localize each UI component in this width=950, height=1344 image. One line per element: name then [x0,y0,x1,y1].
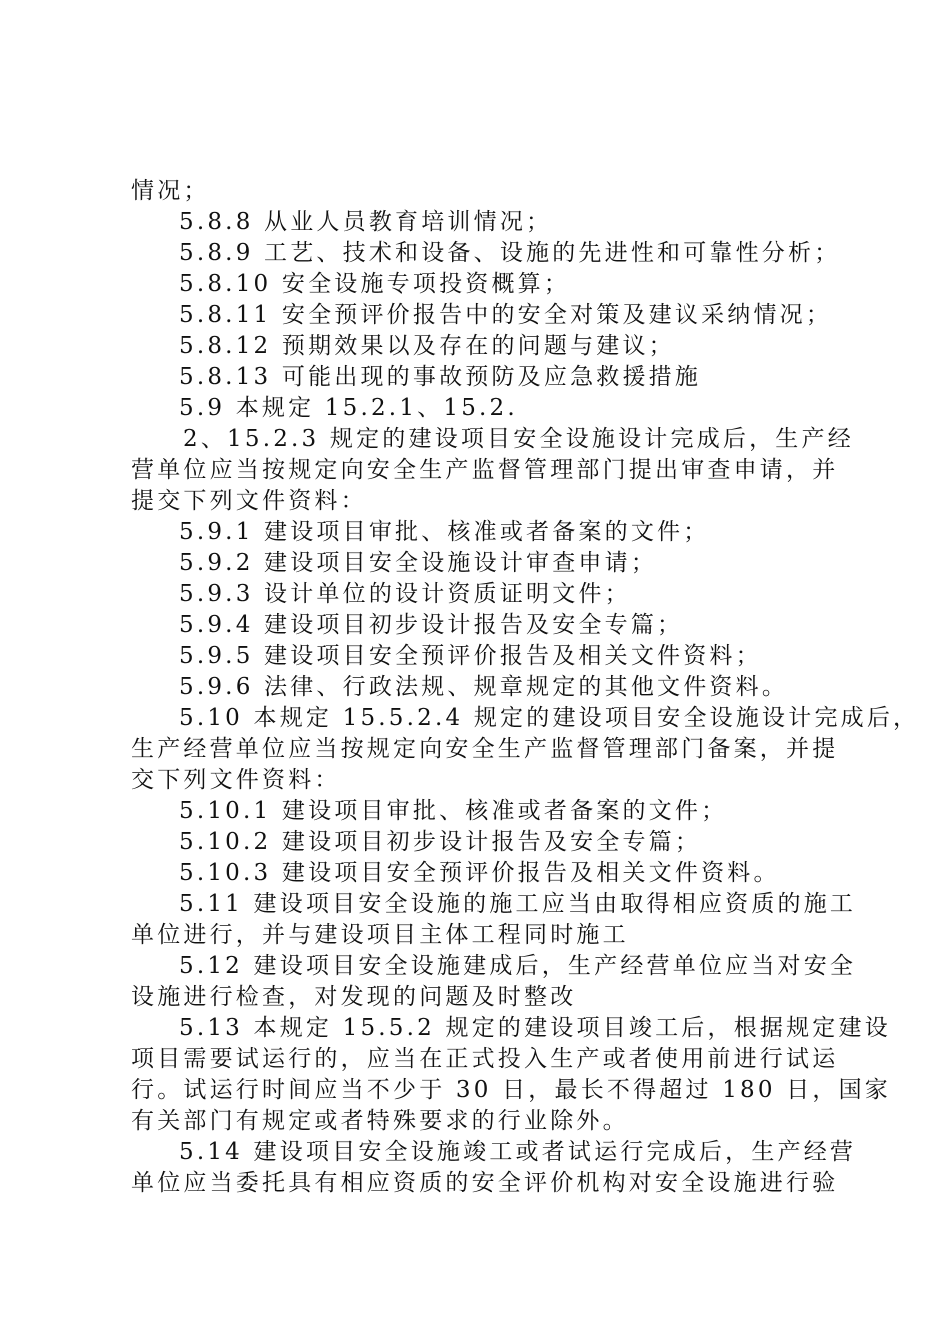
list-item: 5.10.3 建设项目安全预评价报告及相关文件资料。 [179,860,780,886]
paragraph-line: 项目需要试运行的，应当在正式投入生产或者使用前进行试运 [131,1046,839,1072]
list-item: 5.9.2 建设项目安全设施设计审查申请； [179,550,658,576]
list-item: 5.9.1 建设项目审批、核准或者备案的文件； [179,519,710,545]
paragraph-line: 有关部门有规定或者特殊要求的行业除外。 [131,1108,629,1134]
text-line: 情况； [131,178,210,204]
paragraph-line: 5.13 本规定 15.5.2 规定的建设项目竣工后，根据规定建设 [179,1015,891,1041]
paragraph-line: 单位进行，并与建设项目主体工程同时施工 [131,922,629,948]
list-item: 5.8.8 从业人员教育培训情况； [179,209,553,235]
paragraph-line: 营单位应当按规定向安全生产监督管理部门提出审查申请，并 [131,457,839,483]
paragraph-line: 单位应当委托具有相应资质的安全评价机构对安全设施进行验 [131,1170,839,1196]
paragraph-line: 5.14 建设项目安全设施竣工或者试运行完成后，生产经营 [179,1139,857,1165]
paragraph-line: 行。试运行时间应当不少于 30 日，最长不得超过 180 日，国家 [131,1077,892,1103]
paragraph-line: 5.11 建设项目安全设施的施工应当由取得相应资质的施工 [179,891,857,917]
paragraph-line: 生产经营单位应当按规定向安全生产监督管理部门备案，并提 [131,736,839,762]
paragraph-line: 设施进行检查，对发现的问题及时整改 [131,984,577,1010]
section-heading: 5.9 本规定 15.2.1、15.2. [179,395,518,421]
list-item: 5.8.12 预期效果以及存在的问题与建议； [179,333,675,359]
paragraph-line: 提交下列文件资料： [131,488,367,514]
list-item: 5.10.2 建设项目初步设计报告及安全专篇； [179,829,702,855]
list-item: 5.9.6 法律、行政法规、规章规定的其他文件资料。 [179,674,789,700]
paragraph-line: 2、15.2.3 规定的建设项目安全设施设计完成后，生产经 [183,426,854,452]
list-item: 5.8.13 可能出现的事故预防及应急救援措施 [179,364,702,390]
list-item: 5.9.5 建设项目安全预评价报告及相关文件资料； [179,643,762,669]
list-item: 5.9.4 建设项目初步设计报告及安全专篇； [179,612,684,638]
paragraph-line: 交下列文件资料： [131,767,341,793]
list-item: 5.9.3 设计单位的设计资质证明文件； [179,581,631,607]
list-item: 5.10.1 建设项目审批、核准或者备案的文件； [179,798,728,824]
list-item: 5.8.9 工艺、技术和设备、设施的先进性和可靠性分析； [179,240,841,266]
list-item: 5.8.10 安全设施专项投资概算； [179,271,571,297]
paragraph-line: 5.10 本规定 15.5.2.4 规定的建设项目安全设施设计完成后， [179,705,920,731]
document-body [131,176,920,1199]
list-item: 5.8.11 安全预评价报告中的安全对策及建议采纳情况； [179,302,833,328]
paragraph-line: 5.12 建设项目安全设施建成后，生产经营单位应当对安全 [179,953,857,979]
